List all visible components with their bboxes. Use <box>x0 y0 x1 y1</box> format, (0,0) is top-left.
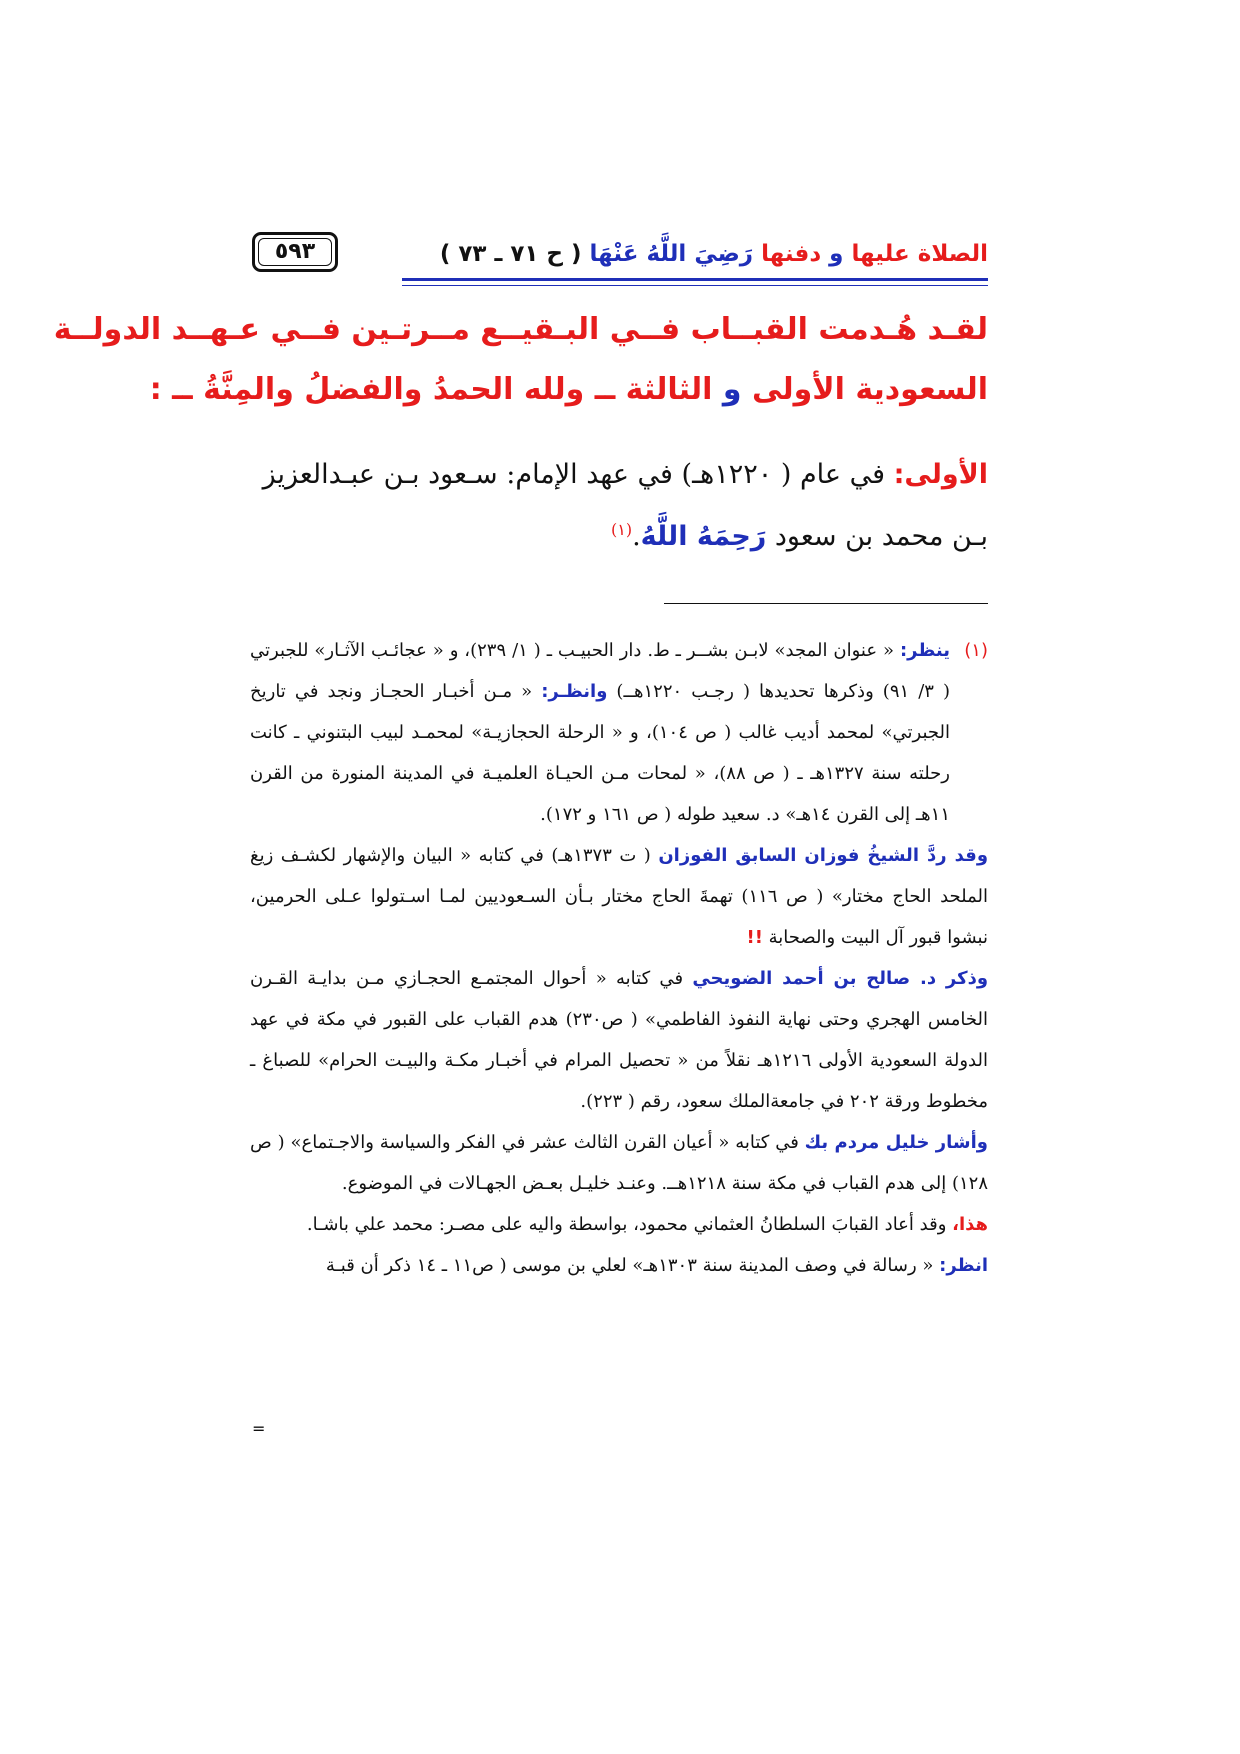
header-rule-thin <box>402 285 988 286</box>
footnote-paragraph-3 <box>250 958 988 1122</box>
footnote-keyword-wanzar: وانظـر: <box>541 681 608 702</box>
footnote-reference[interactable]: (١) <box>610 520 633 539</box>
footnote-keyword-duwayhi: وذكر د. صالح بن أحمد الضويحي <box>692 968 989 989</box>
body-honorific: رَحِمَهُ اللَّهُ <box>640 521 767 552</box>
body-label-first: الأولى: <box>893 459 988 490</box>
body-paragraph <box>252 444 988 568</box>
footnote-text-2: ( ت ١٣٧٣هـ) في كتابه « البيان والإشهار لكشـف زيغ الملحد الحاج مختار» ( ص ١١٦) تهمةَ الحاج مختار بـأن السـعوديين لمـا اسـتولوا عـلى الحرمين، نبشوا قبور آل البيت والصحابة <box>250 845 988 948</box>
body-text-1: في عام ( ١٢٢٠هـ) في عهد الإمام: سـعود بـن عبـدالعزيز بـن محمد بن سعود <box>262 459 988 552</box>
footnote-separator <box>664 603 988 604</box>
footnote-paragraph-4 <box>250 1122 988 1204</box>
footnote-marker: (١) <box>964 640 988 661</box>
footnote-keyword-unzur: انظر: <box>939 1255 988 1276</box>
footnote-text-3: في كتابه « أحوال المجتمـع الحجـازي مـن بدايـة القـرن الخامس الهجري وحتى نهاية النفوذ الفاطمي» ( ص٢٣٠) هدم القباب على القبور في مكة في عهد الدولة السعودية الأولى ١٢١٦هـ نقلاً من « تحصيل المرام في أخبـار مكـة والبيـت الحرام» للصباغ ـ مخطوط ورقة ٢٠٢ في جامعةالملك سعود، رقم ( ٢٢٣). <box>250 968 988 1112</box>
footnote-text-1a: « عنوان المجد» لابـن بشــر ـ ط. دار الحبيـب ـ ( ١/ ٢٣٩)، و « عجائـب الآثـار» للجبرتي ( ٣/ ٩١) وذكرها تحديدها ( رجـب ١٢٢٠هــ) <box>250 640 950 702</box>
footnote-paragraph-6 <box>250 1245 988 1286</box>
header-title-part2: و <box>821 241 852 267</box>
header-rule-thick <box>402 278 988 281</box>
body-text-2: . <box>632 521 641 552</box>
header-title-part1: الصلاة عليها <box>851 241 988 267</box>
footnote-keyword-mardam: وأشار خليل مردم بك <box>804 1132 988 1153</box>
header-title-hadith-range: ( ح ٧١ ـ ٧٣ ) <box>439 241 582 267</box>
footnote-text-6: « رسالة في وصف المدينة سنة ١٣٠٣هـ» لعلي بن موسى ( ص١١ ـ ١٤ ذكر أن قبـة <box>325 1255 940 1276</box>
section-heading <box>53 300 988 420</box>
footnote-keyword-fawzan: وقد ردَّ الشيخُ فوزان السابق الفوزان <box>658 845 989 866</box>
header-title <box>402 234 988 274</box>
page-number: ٥٩٣ <box>252 232 338 272</box>
header-title-part3: دفنها <box>761 241 822 267</box>
footnote-paragraph-5 <box>250 1204 988 1245</box>
footnote-exclamation: !! <box>746 927 763 948</box>
footnotes <box>250 630 988 1286</box>
running-header <box>252 228 988 292</box>
footnote-paragraph-1 <box>250 630 988 835</box>
footnote-text-4: في كتابه « أعيان القرن الثالث عشر في الفكر والسياسة والاجـتماع» ( ص ١٢٨) إلى هدم القباب في مكة سنة ١٢١٨هــ. وعنـد خليـل بعـض الجهـالات في الموضوع. <box>250 1132 988 1194</box>
footnote-keyword-hadha: هذا، <box>952 1214 988 1235</box>
footnote-keyword-yunzar: ينظر: <box>899 640 950 661</box>
heading-line-1: لقـد هُـدمت القبــاب فــي البـقيــع مــرتـين فــي عـهــد الدولــة <box>53 312 988 347</box>
footnote-text-1b: « مـن أخبـار الحجـاز ونجد في تاريخ الجبرتي» لمحمد أديب غالب ( ص ١٠٤)، و « الرحلة الحجازيـة» لمحمـد لبيب البتنوني ـ كانت رحلته سنة ١٣٢٧هـ ـ ( ص ٨٨)، « لمحات مـن الحيـاة العلميـة في المدينة المنورة من القرن ١١هـ إلى القرن ١٤هـ» د. سعيد طوله ( ص ١٦١ و ١٧٢). <box>250 681 951 825</box>
footnote-continuation-mark: = <box>252 1419 266 1438</box>
footnote-text-5: وقد أعاد القبابَ السلطانُ العثماني محمود، بواسطة واليه على مصـر: محمد علي باشـا. <box>306 1214 953 1235</box>
header-title-honorific: رَضِيَ اللَّهُ عَنْهَا <box>581 241 762 267</box>
heading-line-2 <box>149 360 988 420</box>
heading-line-2-part1: السعودية الأولى <box>751 372 988 407</box>
footnote-paragraph-2 <box>250 835 988 958</box>
heading-line-2-part3: الثالثة ــ ولله الحمدُ والفضلُ والمِنَّةُ ــ : <box>149 372 713 407</box>
heading-line-2-part2: و <box>712 372 752 407</box>
